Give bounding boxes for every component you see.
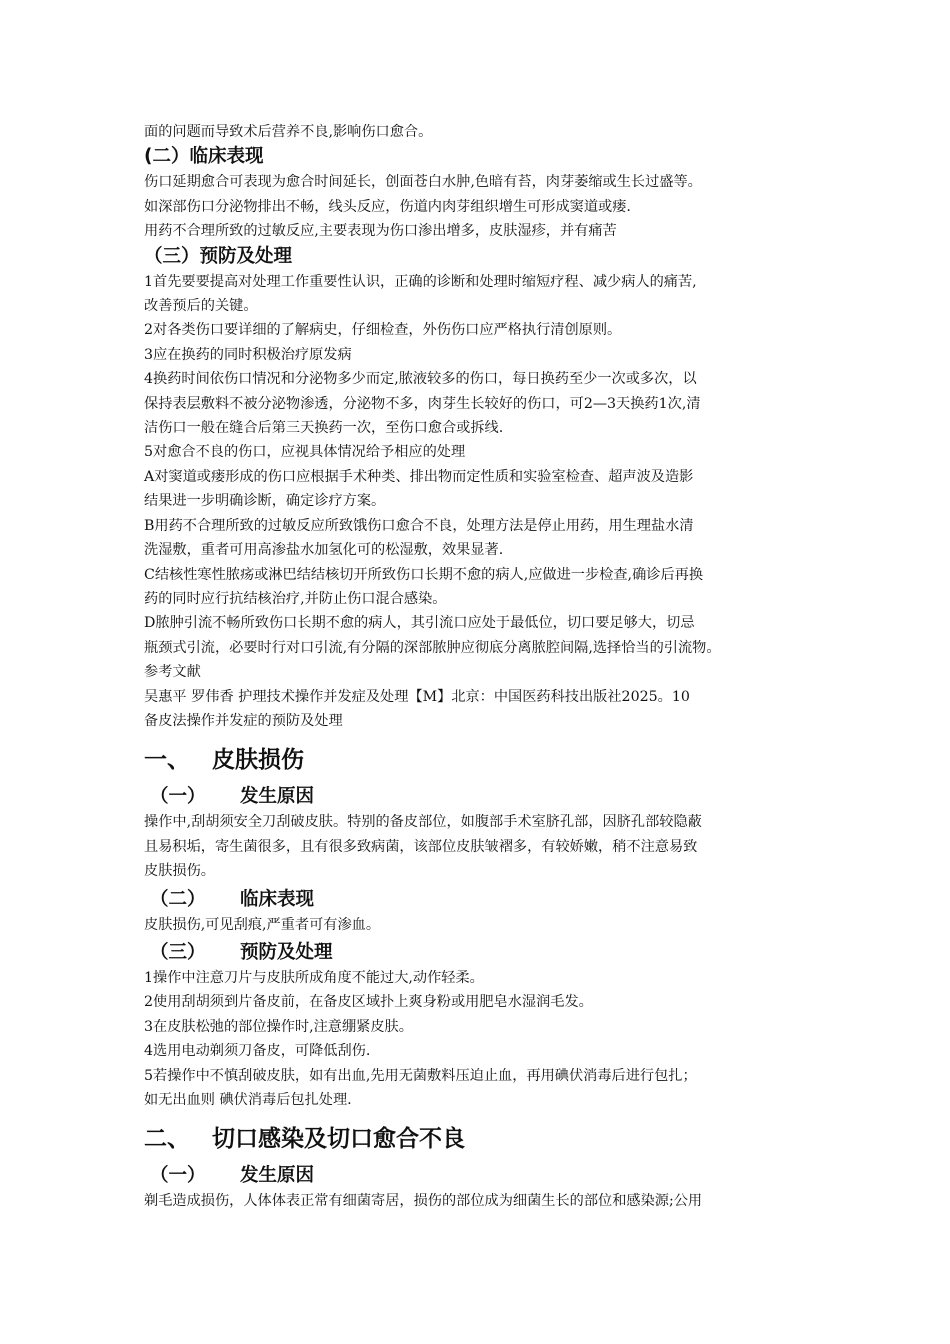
subsection-heading-clinical: （二） 临床表现 [150,888,315,910]
paragraph: 4换药时间依伤口情况和分泌物多少而定,脓液较多的伤口，每日换药至少一次或多次，以 [144,371,697,388]
paragraph: 用药不合理所致的过敏反应,主要表现为伤口渗出增多，皮肤湿疹，并有痛苦 [144,223,617,240]
paragraph: 皮肤损伤,可见刮痕,严重者可有渗血。 [144,916,381,933]
paragraph: 改善预后的关键。 [144,298,258,315]
paragraph: A对窦道或瘘形成的伤口应根据手术种类、排出物而定性质和实验室检查、超声波及造影 [144,468,694,485]
section-heading-clinical: (二）临床表现 [144,146,264,168]
paragraph: D脓肿引流不畅所致伤口长期不愈的病人，其引流口应处于最低位，切口要足够大，切忌 [144,615,695,632]
paragraph: 3在皮肤松弛的部位操作时,注意绷紧皮肤。 [144,1018,413,1035]
chapter-heading-skin-injury: 一、 皮肤损伤 [144,747,304,774]
paragraph: 洗湿敷，重者可用高渗盐水加氢化可的松湿敷，效果显著. [144,542,504,559]
paragraph: 如深部伤口分泌物排出不畅，线头反应，伤道内肉芽组织增生可形成窦道或瘘. [144,198,631,215]
paragraph: 洁伤口一般在缝合后第三天换药一次，至伤口愈合或拆线. [144,420,504,437]
subsection-heading-cause: （一） 发生原因 [150,1165,315,1187]
references-title: 参考文献 [144,664,201,681]
paragraph: 如无出血则 碘伏消毒后包扎处理. [144,1092,352,1108]
paragraph: 4选用电动剃须刀备皮，可降低刮伤. [144,1043,371,1060]
paragraph: 1操作中注意刀片与皮肤所成角度不能过大,动作轻柔。 [144,969,484,986]
subsection-heading-cause: （一） 发生原因 [150,786,315,808]
paragraph: 操作中,刮胡须安全刀刮破皮肤。特别的备皮部位，如腹部手术室脐孔部，因脐孔部较隐蔽 [144,814,702,831]
paragraph: 2对各类伤口要详细的了解病史，仔细检查，外伤伤口应严格执行清创原则。 [144,322,622,339]
paragraph: 皮肤损伤。 [144,863,215,880]
subsection-heading-prevention: （三） 预防及处理 [150,941,333,963]
paragraph: 5若操作中不慎刮破皮肤，如有出血,先用无菌敷料压迫止血，再用碘伏消毒后进行包扎； [144,1067,697,1084]
paragraph: 且易积垢，寄生菌很多，且有很多致病菌，该部位皮肤皱褶多，有较娇嫩，稍不注意易致 [144,838,698,855]
paragraph: B用药不合理所致的过敏反应所致饿伤口愈合不良，处理方法是停止用药，用生理盐水清 [144,517,694,534]
paragraph: 结果进一步明确诊断，确定诊疗方案。 [144,493,386,510]
section-heading-prevention: （三）预防及处理 [144,245,293,267]
paragraph: C结核性寒性脓疡或淋巴结结核切开所致伤口长期不愈的病人,应做进一步检查,确诊后再换 [144,566,704,583]
paragraph: 2使用刮胡须到片备皮前，在备皮区域扑上爽身粉或用肥皂水湿润毛发。 [144,994,593,1011]
paragraph: 面的问题而导致术后营养不良,影响伤口愈合。 [144,124,433,140]
document-page [144,120,820,1214]
paragraph: 伤口延期愈合可表现为愈合时间延长，创面苍白水肿,色暗有苔，肉芽萎缩或生长过盛等。 [144,174,702,191]
paragraph: 剃毛造成损伤，人体体表正常有细菌寄居，损伤的部位成为细菌生长的部位和感染源;公用 [144,1193,703,1210]
paragraph: 3应在换药的同时积极治疗原发病 [144,346,352,363]
paragraph: 5对愈合不良的伤口，应视具体情况给予相应的处理 [144,444,466,461]
paragraph: 瓶颈式引流，必要时行对口引流,有分隔的深部脓肿应彻底分离脓腔间隔,选择恰当的引流物。 [144,639,721,656]
document-subtitle: 备皮法操作并发症的预防及处理 [144,712,343,729]
reference-entry: 吴惠平 罗伟香 护理技术操作并发症及处理【M】北京：中国医药科技出版社2025。10 [144,688,690,705]
paragraph: 药的同时应行抗结核治疗,并防止伤口混合感染。 [144,590,447,607]
chapter-heading-incision-infection: 二、 切口感染及切口愈合不良 [144,1126,465,1153]
paragraph: 保持表层敷料不被分泌物渗透，分泌物不多，肉芽生长较好的伤口，可2—3天换药1次,清 [144,395,701,412]
paragraph: 1首先要要提高对处理工作重要性认识，正确的诊断和处理时缩短疗程、减少病人的痛苦, [144,273,697,290]
